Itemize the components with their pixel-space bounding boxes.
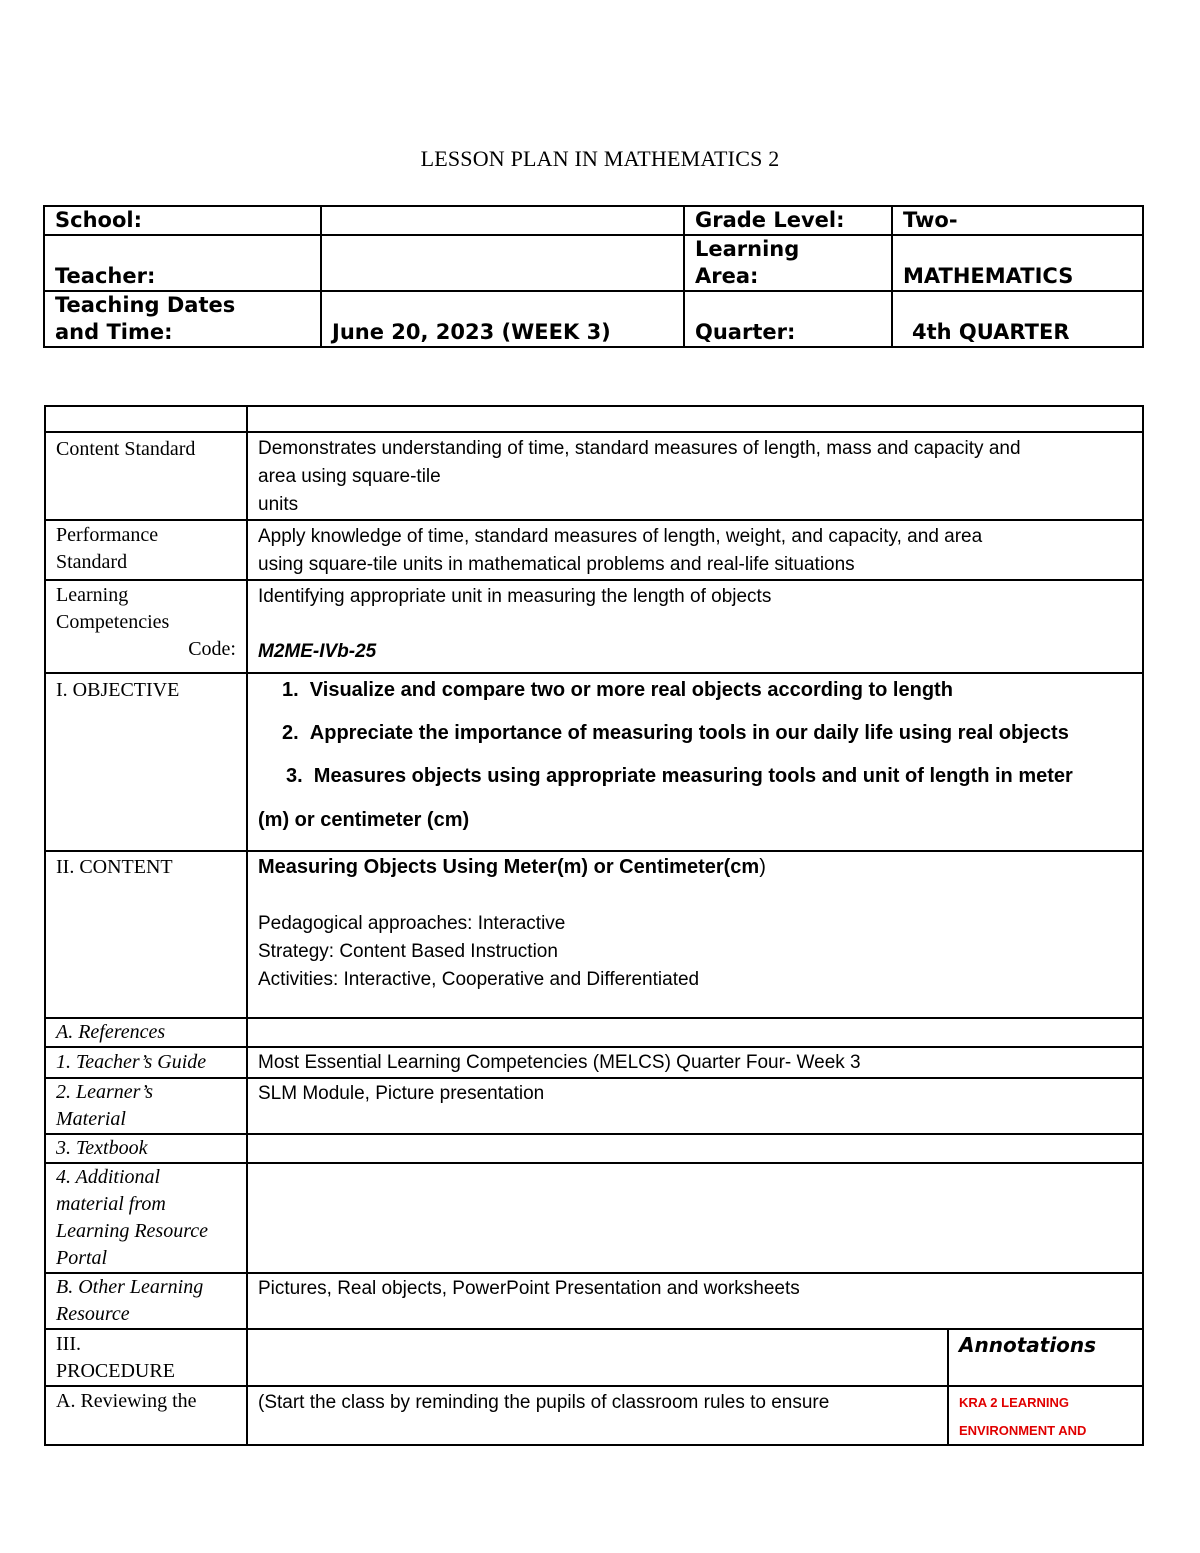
- content-activities: Activities: Interactive, Cooperative and Differentiated: [258, 969, 700, 990]
- learning-area-label: [684, 235, 892, 291]
- additional-label-line3: Learning Resource: [56, 1220, 209, 1242]
- quarter-value: 4th QUARTER: [892, 291, 1143, 347]
- annotations-header: [948, 1329, 1143, 1386]
- other-resource-value: Pictures, Real objects, PowerPoint Presentation and worksheets: [247, 1273, 1143, 1329]
- procedure-value: [247, 1329, 948, 1386]
- learning-competencies-label: [45, 580, 247, 673]
- performance-line1: Apply knowledge of time, standard measures of length, weight, and capacity, and area: [258, 526, 983, 547]
- competencies-label-line1: Learning: [56, 584, 129, 606]
- kra-annotation: [948, 1386, 1143, 1445]
- teaching-dates-label: [44, 291, 321, 347]
- performance-standard-label: [45, 520, 247, 580]
- objective-label: I. OBJECTIVE: [45, 673, 247, 851]
- textbook-label: 3. Textbook: [45, 1134, 247, 1163]
- additional-label-line1: 4. Additional: [56, 1166, 161, 1188]
- teacher-value: [321, 235, 684, 291]
- content-approach: Pedagogical approaches: Interactive: [258, 913, 566, 934]
- content-label: II. CONTENT: [45, 851, 247, 1018]
- teachers-guide-label: 1. Teacher’s Guide: [45, 1047, 247, 1078]
- learning-area-label-line1: Learning: [695, 237, 800, 261]
- competency-code: M2ME-IVb-25: [258, 641, 377, 662]
- content-strategy: Strategy: Content Based Instruction: [258, 941, 558, 962]
- textbook-value: [247, 1134, 1143, 1163]
- teachers-guide-value: Most Essential Learning Competencies (MELCS) Quarter Four- Week 3: [247, 1047, 1143, 1078]
- page-title: LESSON PLAN IN MATHEMATICS 2: [420, 146, 780, 171]
- learners-label-line1: 2. Learner’s: [56, 1081, 154, 1103]
- learners-material-value: SLM Module, Picture presentation: [247, 1078, 1143, 1134]
- code-label: Code:: [188, 638, 236, 660]
- learners-material-label: [45, 1078, 247, 1134]
- performance-label-line2: Standard: [56, 551, 128, 573]
- objective-item: 1. Visualize and compare two or more real objects according to length: [282, 679, 953, 701]
- grade-level-value: Two-: [892, 206, 1143, 235]
- references-value: [247, 1018, 1143, 1047]
- content-standard-value: [247, 432, 1143, 520]
- competency-text: Identifying appropriate unit in measuring the length of objects: [258, 586, 772, 607]
- header-info-table: [43, 205, 1144, 348]
- content-standard-label: Content Standard: [45, 432, 247, 520]
- procedure-label-line2: PROCEDURE: [56, 1360, 175, 1382]
- additional-material-value: [247, 1163, 1143, 1273]
- learners-label-line2: Material: [56, 1108, 126, 1130]
- content-standard-line1: Demonstrates understanding of time, standard measures of length, mass and capacity and: [258, 438, 1021, 459]
- quarter-label: Quarter:: [684, 291, 892, 347]
- learning-area-value: MATHEMATICS: [892, 235, 1143, 291]
- other-label-line2: Resource: [56, 1303, 130, 1325]
- performance-line2: using square-tile units in mathematical problems and real-life situations: [258, 554, 855, 575]
- procedure-label: [45, 1329, 247, 1386]
- additional-material-label: [45, 1163, 247, 1273]
- other-resource-label: [45, 1273, 247, 1329]
- content-value: [247, 851, 1143, 1018]
- annotations-label: Annotations: [959, 1333, 1097, 1357]
- content-standard-line3: units: [258, 494, 299, 515]
- school-label: School:: [44, 206, 321, 235]
- school-value: [321, 206, 684, 235]
- content-standard-line2: area using square-tile: [258, 466, 441, 487]
- teaching-dates-value: June 20, 2023 (WEEK 3): [321, 291, 684, 347]
- teaching-dates-label-line1: Teaching Dates: [55, 293, 236, 317]
- learning-competencies-value: [247, 580, 1143, 673]
- kra-line2: ENVIRONMENT AND: [959, 1423, 1087, 1438]
- content-title: Measuring Objects Using Meter(m) or Centimeter(cm: [258, 856, 760, 878]
- additional-label-line4: Portal: [56, 1247, 108, 1269]
- objectives-list: [247, 673, 1143, 851]
- performance-standard-value: [247, 520, 1143, 580]
- competencies-label-line2: Competencies: [56, 611, 170, 633]
- kra-line1: KRA 2 LEARNING: [959, 1395, 1070, 1410]
- performance-label-line1: Performance: [56, 524, 159, 546]
- additional-label-line2: material from: [56, 1193, 166, 1215]
- procedure-label-line1: III.: [56, 1333, 81, 1355]
- objective-item: (m) or centimeter (cm): [258, 809, 470, 831]
- lesson-plan-table: [44, 405, 1144, 1446]
- blank-value-cell: [247, 406, 1143, 432]
- reviewing-label: A. Reviewing the: [45, 1386, 247, 1445]
- objective-item: 3. Measures objects using appropriate measuring tools and unit of length in meter: [286, 765, 1073, 787]
- content-title-end: ): [759, 856, 766, 878]
- reviewing-value: (Start the class by reminding the pupils of classroom rules to ensure: [247, 1386, 948, 1445]
- teacher-label: Teacher:: [44, 235, 321, 291]
- teaching-dates-label-line2: and Time:: [55, 320, 173, 344]
- grade-level-label: Grade Level:: [684, 206, 892, 235]
- references-label: A. References: [45, 1018, 247, 1047]
- blank-label-cell: [45, 406, 247, 432]
- learning-area-label-line2: Area:: [695, 264, 759, 288]
- objective-item: 2. Appreciate the importance of measuring tools in our daily life using real objects: [282, 722, 1069, 744]
- other-label-line1: B. Other Learning: [56, 1276, 204, 1298]
